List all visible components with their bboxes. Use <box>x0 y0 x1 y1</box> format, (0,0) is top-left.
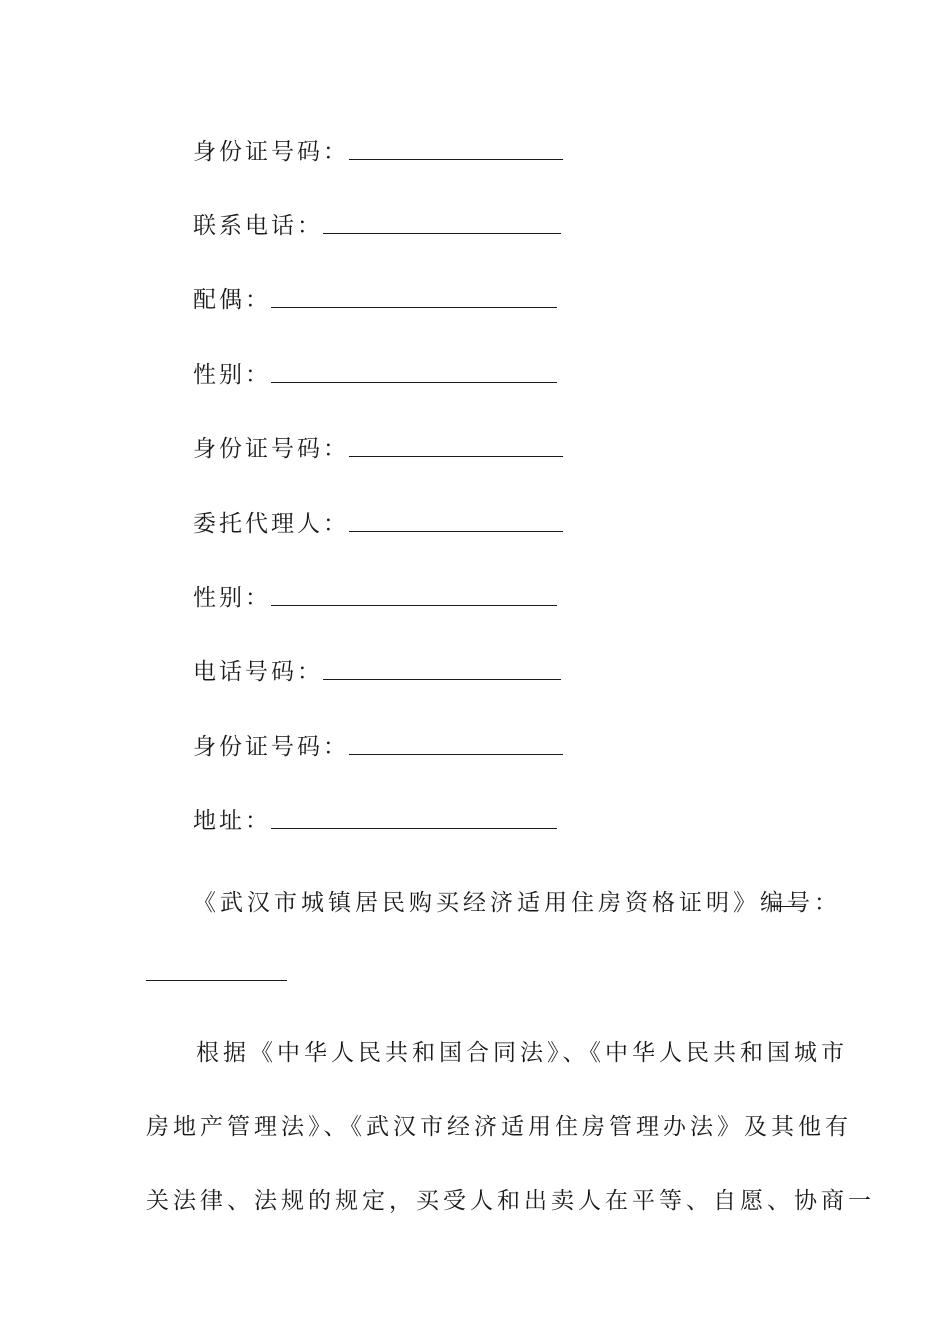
blank-underline[interactable] <box>323 233 561 234</box>
blank-underline[interactable] <box>349 754 563 755</box>
field-id-number-1 <box>193 126 563 166</box>
field-address <box>193 795 557 835</box>
paragraph-line-1: 根据《中华人民共和国合同法》、《中华人民共和国城市 <box>196 1040 848 1066</box>
certificate-number-blank-start[interactable] <box>772 906 805 907</box>
field-agent <box>193 498 563 538</box>
field-label: 联系电话： <box>193 213 323 239</box>
field-label: 电话号码： <box>193 659 323 685</box>
blank-underline[interactable] <box>271 828 557 829</box>
field-label: 性别： <box>193 362 271 388</box>
field-label: 委托代理人： <box>193 511 349 537</box>
field-gender-1 <box>193 349 557 389</box>
field-gender-2 <box>193 572 557 612</box>
blank-underline[interactable] <box>271 307 557 308</box>
field-label: 地址： <box>193 808 271 834</box>
field-contact-phone <box>193 200 561 240</box>
blank-underline[interactable] <box>271 382 557 383</box>
field-label: 性别： <box>193 585 271 611</box>
field-label: 配偶： <box>193 287 271 313</box>
field-id-number-2 <box>193 423 563 463</box>
paragraph-line-3: 关法律、法规的规定，买受人和出卖人在平等、自愿、协商一 <box>146 1188 875 1214</box>
blank-underline[interactable] <box>323 679 561 680</box>
paragraph-line-2: 房地产管理法》、《武汉市经济适用住房管理办法》及其他有 <box>146 1114 852 1140</box>
field-label: 身份证号码： <box>193 139 349 165</box>
blank-underline[interactable] <box>349 456 563 457</box>
field-label: 身份证号码： <box>193 734 349 760</box>
certificate-number-blank-end[interactable] <box>146 980 287 981</box>
field-phone-number <box>193 646 561 686</box>
field-spouse <box>193 274 557 314</box>
blank-underline[interactable] <box>349 159 563 160</box>
blank-underline[interactable] <box>271 605 557 606</box>
field-id-number-3 <box>193 721 563 761</box>
blank-underline[interactable] <box>349 531 563 532</box>
certificate-number-label: 《武汉市城镇居民购买经济适用住房资格证明》编号： <box>193 890 841 916</box>
field-label: 身份证号码： <box>193 436 349 462</box>
